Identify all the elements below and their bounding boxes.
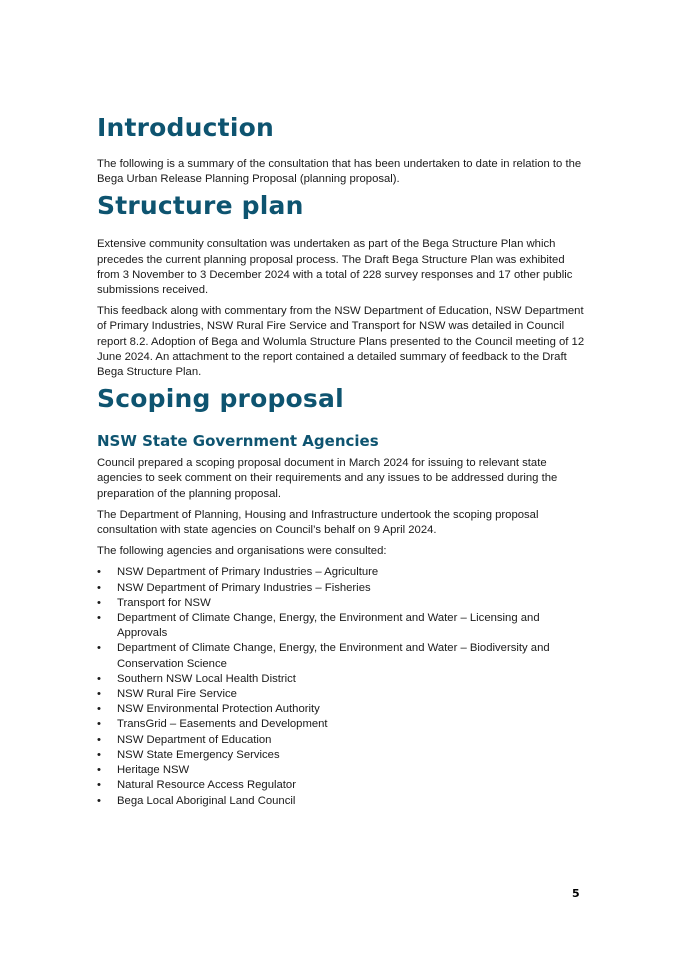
structure-plan-paragraph-1: Extensive community consultation was undertaken as part of the Bega Structure Plan which precedes the current planning proposal process. The Draft Bega Structure Plan was exhibited from 3 November to 3 December 2024 with a total of 228 survey responses and 17 other public submissions received.	[97, 238, 573, 297]
subheading-nsw-state-government-agencies: NSW State Government Agencies	[97, 432, 379, 451]
list-item	[97, 687, 587, 702]
bullet-icon: •	[97, 779, 101, 792]
list-item-text: Natural Resource Access Regulator	[117, 779, 296, 792]
list-item-text: NSW State Emergency Services	[117, 748, 280, 761]
list-item	[97, 794, 587, 809]
list-item-text: NSW Department of Primary Industries – Agriculture	[117, 566, 379, 579]
list-item-text: Transport for NSW	[117, 596, 211, 609]
list-item	[97, 702, 587, 717]
list-item	[97, 778, 587, 793]
heading-scoping-proposal: Scoping proposal	[97, 384, 344, 414]
agencies-list	[97, 565, 587, 808]
list-item	[97, 672, 587, 687]
heading-introduction: Introduction	[97, 113, 274, 142]
bullet-icon: •	[97, 794, 101, 807]
scoping-paragraph-3: The following agencies and organisations were consulted:	[97, 545, 387, 558]
bullet-icon: •	[97, 718, 101, 731]
introduction-paragraph-1: The following is a summary of the consultation that has been undertaken to date in relation to the Bega Urban Release Planning Proposal (planning proposal).	[97, 158, 582, 186]
list-item-text: NSW Rural Fire Service	[117, 688, 237, 701]
bullet-icon: •	[97, 733, 101, 746]
list-item	[97, 611, 587, 641]
bullet-icon: •	[97, 612, 101, 625]
list-item-text: Department of Climate Change, Energy, the Environment and Water – Licensing and Approvals	[117, 612, 540, 640]
list-item	[97, 717, 587, 732]
list-item	[97, 641, 587, 671]
bullet-icon: •	[97, 672, 101, 685]
bullet-icon: •	[97, 764, 101, 777]
list-item	[97, 581, 587, 596]
list-item-text: Department of Climate Change, Energy, the Environment and Water – Biodiversity and Conservation Science	[117, 642, 550, 670]
structure-plan-paragraph-2: This feedback along with commentary from the NSW Department of Education, NSW Department of Primary Industries, NSW Rural Fire Service and Transport for NSW was detailed in Council report 8.2. Adoption of Bega and Wolumla Structure Plans presented to the Council meeting of 12 June 2024. An attachment to the report contained a detailed summary of feedback to the Draft Bega Structure Plan.	[97, 305, 585, 379]
list-item-text: NSW Department of Primary Industries – Fisheries	[117, 581, 371, 594]
list-item-text: Heritage NSW	[117, 764, 190, 777]
bullet-icon: •	[97, 688, 101, 701]
list-item-text: NSW Department of Education	[117, 733, 272, 746]
bullet-icon: •	[97, 748, 101, 761]
list-item-text: TransGrid – Easements and Development	[117, 718, 328, 731]
scoping-paragraph-1: Council prepared a scoping proposal document in March 2024 for issuing to relevant state agencies to seek comment on their requirements and any issues to be addressed during the preparation of the planning proposal.	[97, 457, 558, 500]
bullet-icon: •	[97, 581, 101, 594]
list-item-text: Bega Local Aboriginal Land Council	[117, 794, 296, 807]
list-item-text: NSW Environmental Protection Authority	[117, 703, 320, 716]
heading-structure-plan: Structure plan	[97, 191, 304, 221]
list-item	[97, 763, 587, 778]
list-item	[97, 733, 587, 748]
list-item	[97, 565, 587, 580]
bullet-icon: •	[97, 566, 101, 579]
scoping-paragraph-2: The Department of Planning, Housing and Infrastructure undertook the scoping proposal consultation with state agencies on Council’s behalf on 9 April 2024.	[97, 508, 539, 537]
bullet-icon: •	[97, 596, 101, 609]
bullet-icon: •	[97, 642, 101, 655]
list-item	[97, 748, 587, 763]
page-content	[97, 111, 587, 809]
page-number: 5	[572, 887, 580, 900]
list-item	[97, 596, 587, 611]
bullet-icon: •	[97, 703, 101, 716]
list-item-text: Southern NSW Local Health District	[117, 672, 296, 685]
